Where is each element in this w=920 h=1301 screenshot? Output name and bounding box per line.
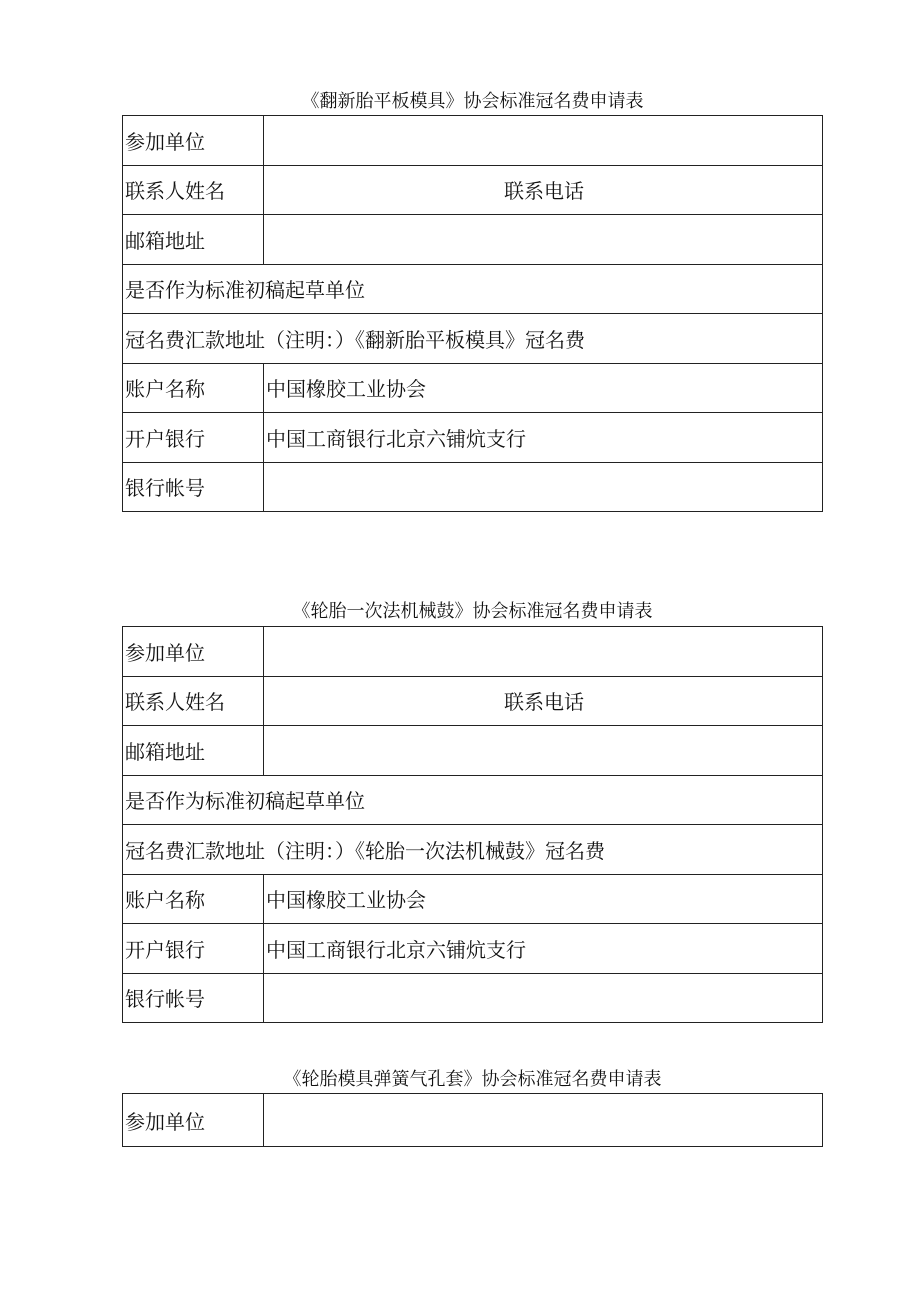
bank-label: 开户银行 bbox=[123, 924, 264, 974]
table-row bbox=[123, 165, 823, 215]
email-field[interactable] bbox=[264, 215, 823, 265]
table-row bbox=[123, 1094, 823, 1147]
participant-label: 参加单位 bbox=[123, 1094, 264, 1147]
email-label: 邮箱地址 bbox=[123, 726, 264, 776]
table-row bbox=[123, 825, 823, 875]
draft-unit-label: 是否作为标准初稿起草单位 bbox=[123, 775, 823, 825]
participant-label: 参加单位 bbox=[123, 627, 264, 677]
remit-label: 冠名费汇款地址（注明：）《翻新胎平板模具》冠名费 bbox=[123, 314, 823, 364]
account-name-value: 中国橡胶工业协会 bbox=[264, 363, 823, 413]
table-row bbox=[123, 726, 823, 776]
form-2-title: 《轮胎一次法机械鼓》协会标准冠名费申请表 bbox=[292, 601, 653, 622]
form-1-title: 《翻新胎平板模具》协会标准冠名费申请表 bbox=[301, 91, 644, 112]
account-number-field[interactable] bbox=[264, 462, 823, 512]
participant-label: 参加单位 bbox=[123, 116, 264, 166]
table-row bbox=[123, 363, 823, 413]
account-name-value: 中国橡胶工业协会 bbox=[264, 874, 823, 924]
bank-label: 开户银行 bbox=[123, 413, 264, 463]
table-row bbox=[123, 874, 823, 924]
table-row bbox=[123, 413, 823, 463]
table-row bbox=[123, 462, 823, 512]
contact-name-label: 联系人姓名 bbox=[123, 165, 264, 215]
form-2-table bbox=[122, 626, 823, 1023]
account-number-label: 银行帐号 bbox=[123, 462, 264, 512]
participant-field[interactable] bbox=[264, 116, 823, 166]
table-row bbox=[123, 215, 823, 265]
email-field[interactable] bbox=[264, 726, 823, 776]
contact-phone-label: 联系电话 bbox=[264, 165, 823, 215]
draft-unit-label: 是否作为标准初稿起草单位 bbox=[123, 264, 823, 314]
table-row bbox=[123, 973, 823, 1023]
account-number-label: 银行帐号 bbox=[123, 973, 264, 1023]
form-3-title: 《轮胎模具弹簧气孔套》协会标准冠名费申请表 bbox=[283, 1069, 662, 1090]
participant-field[interactable] bbox=[264, 1094, 823, 1147]
table-row bbox=[123, 314, 823, 364]
table-row bbox=[123, 116, 823, 166]
contact-name-label: 联系人姓名 bbox=[123, 676, 264, 726]
table-row bbox=[123, 264, 823, 314]
table-row bbox=[123, 775, 823, 825]
bank-value: 中国工商银行北京六铺炕支行 bbox=[264, 924, 823, 974]
table-row bbox=[123, 676, 823, 726]
form-1-table bbox=[122, 115, 823, 512]
contact-phone-label: 联系电话 bbox=[264, 676, 823, 726]
form-3-table bbox=[122, 1093, 823, 1147]
bank-value: 中国工商银行北京六铺炕支行 bbox=[264, 413, 823, 463]
table-row bbox=[123, 627, 823, 677]
account-name-label: 账户名称 bbox=[123, 363, 264, 413]
table-row bbox=[123, 924, 823, 974]
email-label: 邮箱地址 bbox=[123, 215, 264, 265]
remit-label: 冠名费汇款地址（注明：）《轮胎一次法机械鼓》冠名费 bbox=[123, 825, 823, 875]
participant-field[interactable] bbox=[264, 627, 823, 677]
account-name-label: 账户名称 bbox=[123, 874, 264, 924]
account-number-field[interactable] bbox=[264, 973, 823, 1023]
